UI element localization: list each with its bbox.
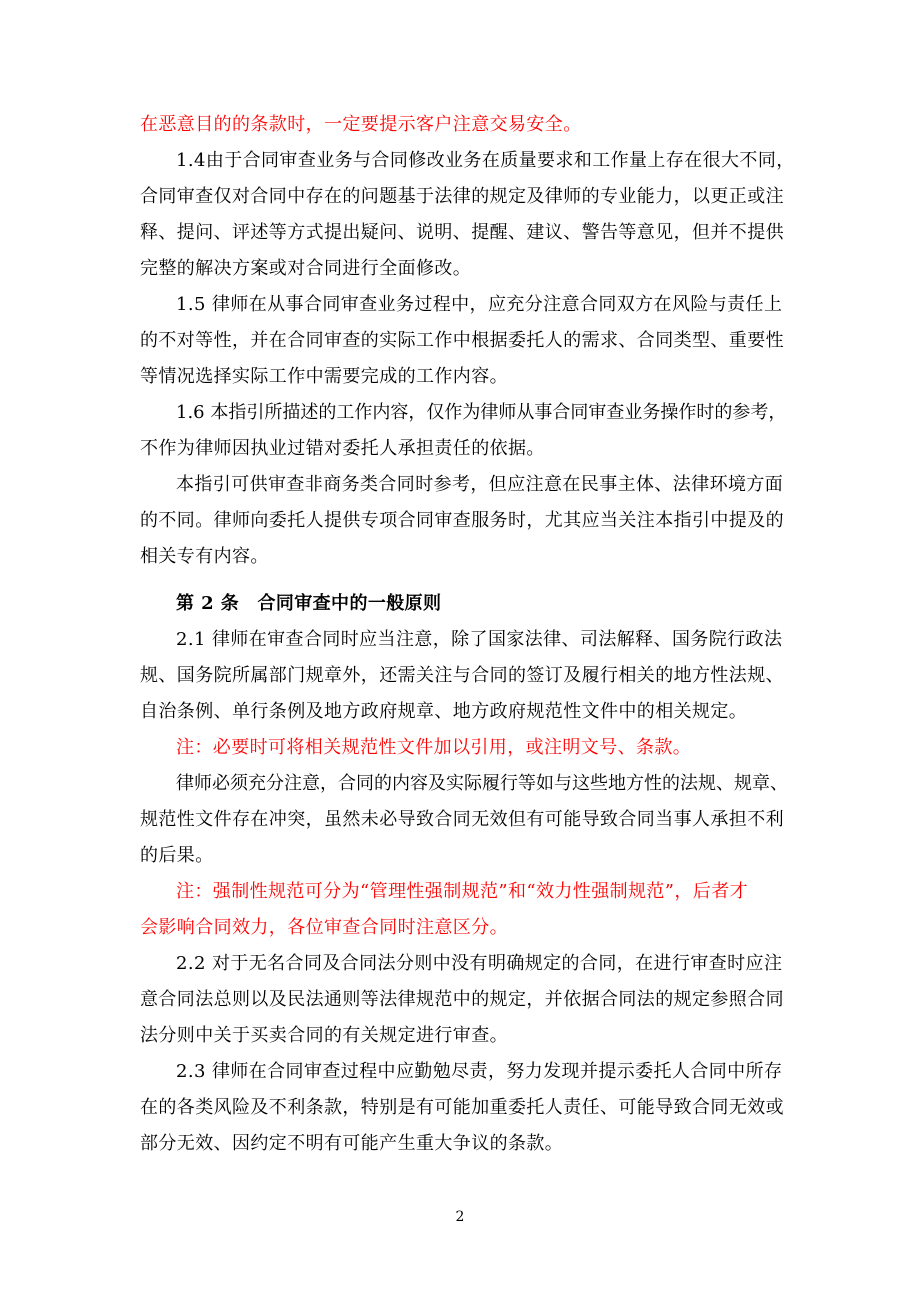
text-line: 完整的解决方案或对合同进行全面修改。	[140, 258, 472, 279]
note-line: 注：必要时可将相关规范性文件加以引用，或注明文号、条款。	[176, 737, 692, 758]
text-line: 规、国务院所属部门规章外，还需关注与合同的签订及履行相关的地方性法规、	[140, 665, 784, 686]
text-line: 法分则中关于买卖合同的有关规定进行审查。	[140, 1025, 508, 1046]
text-line: 不作为律师因执业过错对委托人承担责任的依据。	[140, 438, 545, 459]
text-line: 意合同法总则以及民法通则等法律规范中的规定，并依据合同法的规定参照合同	[140, 989, 784, 1010]
text-line: 的不对等性，并在合同审查的实际工作中根据委托人的需求、合同类型、重要性	[140, 330, 784, 351]
text-line: 1.4由于合同审查业务与合同修改业务在质量要求和工作量上存在很大不同，	[176, 150, 795, 171]
note-line: 注：强制性规范可分为“管理性强制规范”和“效力性强制规范”，后者才	[176, 881, 749, 902]
text-line: 规范性文件存在冲突，虽然未必导致合同无效但有可能导致合同当事人承担不利	[140, 809, 784, 830]
text-line: 2.1 律师在审查合同时应当注意，除了国家法律、司法解释、国务院行政法	[176, 629, 783, 650]
text-line: 律师必须充分注意，合同的内容及实际履行等如与这些地方性的法规、规章、	[176, 773, 788, 794]
text-line: 2.2 对于无名合同及合同法分则中没有明确规定的合同，在进行审查时应注	[176, 953, 783, 974]
text-line: 2.3 律师在合同审查过程中应勤勉尽责，努力发现并提示委托人合同中所存	[176, 1061, 783, 1082]
text-line: 等情况选择实际工作中需要完成的工作内容。	[140, 366, 508, 387]
text-line: 相关专有内容。	[140, 546, 269, 567]
section-heading: 第 2 条 合同审查中的一般原则	[176, 593, 442, 614]
text-line: 1.6 本指引所描述的工作内容，仅作为律师从事合同审查业务操作时的参考，	[176, 402, 787, 423]
text-line: 合同审查仅对合同中存在的问题基于法律的规定及律师的专业能力，以更正或注	[140, 186, 784, 207]
text-line: 1.5 律师在从事合同审查业务过程中，应充分注意合同双方在风险与责任上	[176, 294, 783, 315]
text-line: 本指引可供审查非商务类合同时参考，但应注意在民事主体、法律环境方面	[176, 474, 784, 495]
text-line: 的后果。	[140, 845, 214, 866]
page-number: 2	[455, 1209, 465, 1225]
text-line: 释、提问、评述等方式提出疑问、说明、提醒、建议、警告等意见，但并不提供	[140, 222, 784, 243]
text-line: 部分无效、因约定不明有可能产生重大争议的条款。	[140, 1133, 564, 1154]
note-line: 会影响合同效力，各位审查合同时注意区分。	[140, 917, 508, 938]
text-line: 的不同。律师向委托人提供专项合同审查服务时，尤其应当关注本指引中提及的	[140, 510, 784, 531]
text-line: 在的各类风险及不利条款，特别是有可能加重委托人责任、可能导致合同无效或	[140, 1097, 784, 1118]
text-line: 自治条例、单行条例及地方政府规章、地方政府规范性文件中的相关规定。	[140, 701, 748, 722]
text-line: 在恶意目的的条款时，一定要提示客户注意交易安全。	[140, 114, 582, 135]
